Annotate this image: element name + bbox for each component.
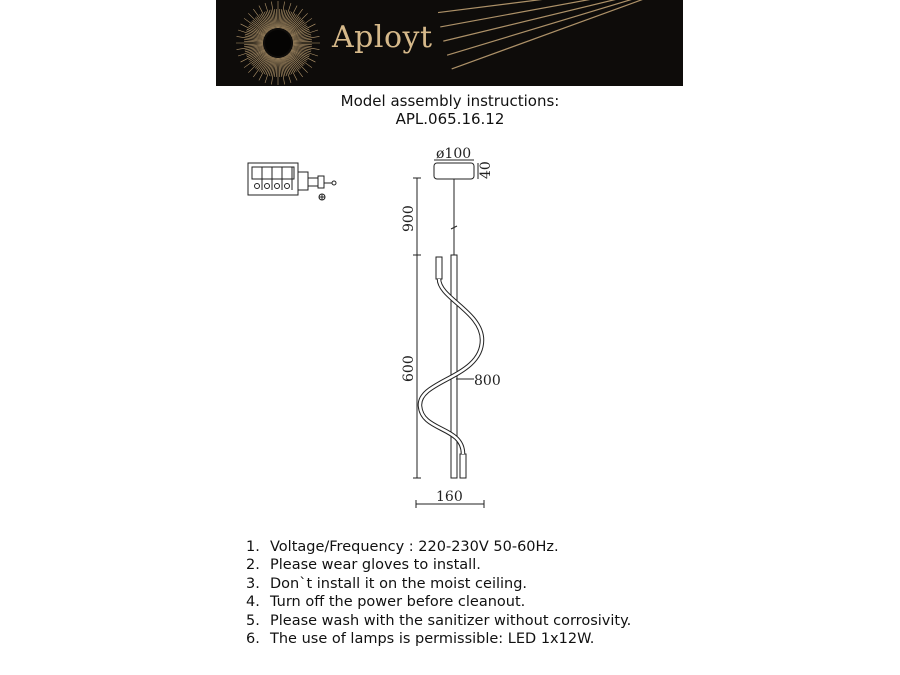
- instruction-item: [246, 556, 631, 574]
- width-label: 160: [436, 489, 463, 505]
- terminal-block-icon: [248, 163, 336, 200]
- instruction-text: Turn off the power before cleanout.: [270, 594, 526, 611]
- canopy-diameter-label: ø100: [436, 146, 472, 162]
- instruction-item: [246, 593, 631, 611]
- instruction-item: [246, 538, 631, 556]
- instruction-item: [246, 612, 631, 630]
- model-number: APL.065.16.12: [395, 110, 505, 128]
- instruction-text: Please wash with the sanitizer without corrosivity.: [270, 612, 632, 629]
- spiral-length-label: 800: [474, 373, 501, 389]
- instruction-text: Voltage/Frequency : 220-230V 50-60Hz.: [270, 539, 559, 555]
- instruction-number: 5.: [246, 612, 260, 629]
- dimension-lines: [413, 160, 484, 508]
- instruction-item: [246, 630, 631, 648]
- instruction-number: 1.: [246, 539, 260, 555]
- cable-length-label: 900: [401, 205, 417, 232]
- instructions-list: [246, 538, 631, 648]
- body-height-label: 600: [401, 355, 417, 382]
- instruction-text: Please wear gloves to install.: [270, 557, 481, 574]
- instruction-item: [246, 575, 631, 593]
- instruction-text: The use of lamps is permissible: LED 1x12W.: [270, 631, 595, 648]
- instruction-number: 3.: [246, 575, 260, 592]
- pendant-lamp-drawing: [420, 163, 482, 478]
- instruction-text: Don`t install it on the moist ceiling.: [270, 575, 528, 592]
- instruction-number: 4.: [246, 594, 260, 611]
- instruction-number: 2.: [246, 557, 260, 574]
- document-title: Model assembly instructions:: [340, 92, 560, 110]
- canopy-height-label: 40: [478, 161, 494, 179]
- brand-name: Aployt: [332, 20, 433, 55]
- instruction-number: 6.: [246, 631, 260, 648]
